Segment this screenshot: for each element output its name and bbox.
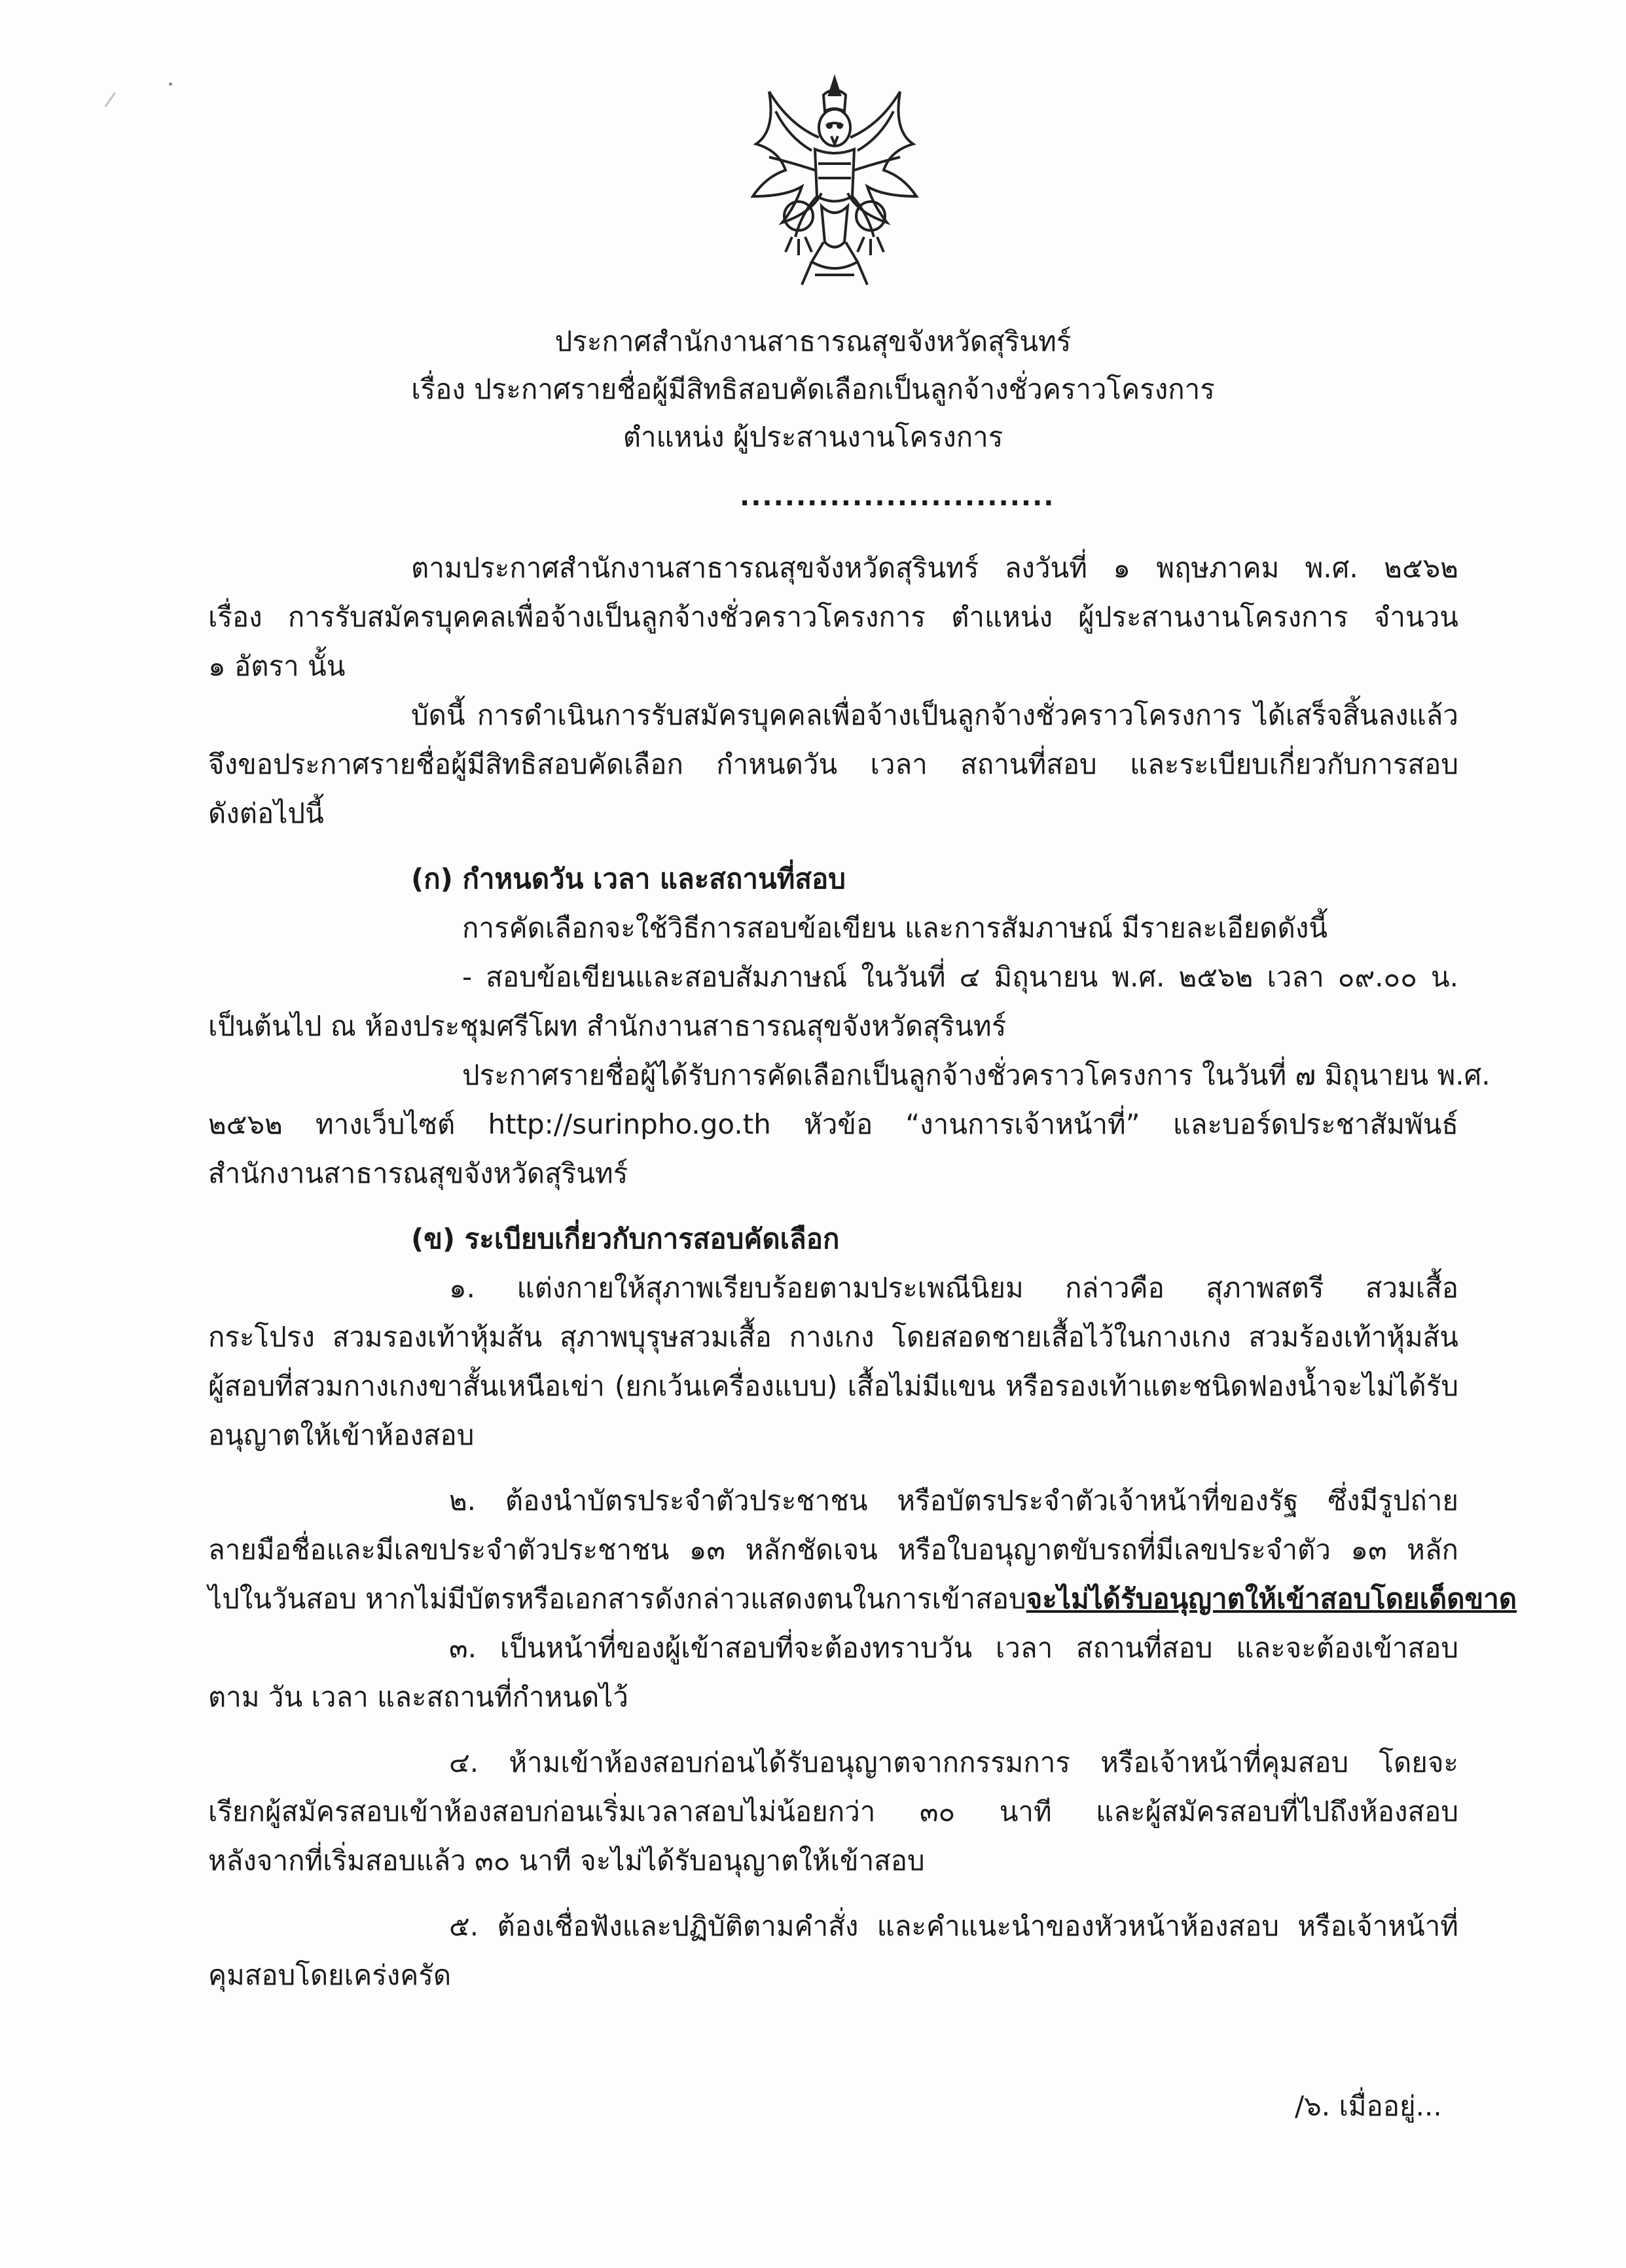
rule-4-line: ๔. ห้ามเข้าห้องสอบก่อนได้รับอนุญาตจากกรรมการ หรือเจ้าหน้าที่คุมสอบ โดยจะ: [449, 1746, 1458, 1778]
section-a-line: เป็นต้นไป ณ ห้องประชุมศรีโผท สำนักงานสาธารณสุขจังหวัดสุรินทร์: [208, 1010, 1007, 1042]
rule-2-text: ไปในวันสอบ หากไม่มีบัตรหรือเอกสารดังกล่าวแสดงตนในการเข้าสอบ: [208, 1583, 1026, 1615]
section-a-line: ประกาศรายชื่อผู้ได้รับการคัดเลือกเป็นลูกจ้างชั่วคราวโครงการ ในวันที่ ๗ มิถุนายน พ.ศ.: [462, 1059, 1490, 1091]
rule-1-line: ๑. แต่งกายให้สุภาพเรียบร้อยตามประเพณีนิยม กล่าวคือ สุภาพสตรี สวมเสื้อ: [449, 1272, 1458, 1304]
scan-artifact: [105, 92, 127, 115]
section-a-line: ๒๕๖๒ ทางเว็บไซต์ http://surinpho.go.th หัวข้อ “งานการเจ้าหน้าที่” และบอร์ดประชาสัมพันธ์: [208, 1108, 1458, 1140]
rule-2-line: [208, 1579, 1517, 1619]
rule-2-line: ลายมือชื่อและมีเลขประจำตัวประชาชน ๑๓ หลักชัดเจน หรือใบอนุญาตขับรถที่มีเลขประจำตัว ๑๓ หลัก: [208, 1534, 1458, 1566]
intro-paragraph-line: เรื่อง การรับสมัครบุคคลเพื่อจ้างเป็นลูกจ้างชั่วคราวโครงการ ตำแหน่ง ผู้ประสานงานโครงการ จำนวน: [208, 601, 1458, 633]
intro-paragraph-line: ตามประกาศสำนักงานสาธารณสุขจังหวัดสุรินทร์ ลงวันที่ ๑ พฤษภาคม พ.ศ. ๒๕๖๒: [411, 552, 1458, 584]
announcement-subject: เรื่อง ประกาศรายชื่อผู้มีสิทธิสอบคัดเลือกเป็นลูกจ้างชั่วคราวโครงการ: [411, 373, 1215, 405]
rule-5-line: ๕. ต้องเชื่อฟังและปฏิบัติตามคำสั่ง และคำแนะนำของหัวหน้าห้องสอบ หรือเจ้าหน้าที่: [449, 1910, 1458, 1942]
scan-artifact: [169, 82, 172, 86]
rule-2-emphasis: จะไม่ได้รับอนุญาตให้เข้าสอบโดยเด็ดขาด: [1026, 1583, 1517, 1615]
intro-paragraph-line: บัดนี้ การดำเนินการรับสมัครบุคคลเพื่อจ้างเป็นลูกจ้างชั่วคราวโครงการ ได้เสร็จสิ้นลงแล้ว: [411, 699, 1458, 731]
announcement-title: ประกาศสำนักงานสาธารณสุขจังหวัดสุรินทร์: [554, 325, 1072, 357]
garuda-emblem-icon: [740, 65, 930, 301]
rule-3-line: ๓. เป็นหน้าที่ของผู้เข้าสอบที่จะต้องทราบวัน เวลา สถานที่สอบ และจะต้องเข้าสอบ: [449, 1632, 1458, 1664]
title-separator: ............................: [740, 482, 1055, 512]
rule-3-line: ตาม วัน เวลา และสถานที่กำหนดไว้: [208, 1681, 628, 1713]
rule-2-line: ๒. ต้องนำบัตรประจำตัวประชาชน หรือบัตรประจำตัวเจ้าหน้าที่ของรัฐ ซึ่งมีรูปถ่าย: [449, 1485, 1458, 1517]
rule-1-line: กระโปรง สวมรองเท้าหุ้มส้น สุภาพบุรุษสวมเสื้อ กางเกง โดยสอดชายเสื้อไว้ในกางเกง สวมร้องเท้าหุ้มส้น: [208, 1321, 1458, 1353]
rule-4-line: เรียกผู้สมัครสอบเข้าห้องสอบก่อนเริ่มเวลาสอบไม่น้อยกว่า ๓๐ นาที และผู้สมัครสอบที่ไปถึงห้องสอบ: [208, 1795, 1458, 1827]
announcement-position: ตำแหน่ง ผู้ประสานงานโครงการ: [623, 421, 1003, 453]
intro-paragraph-line: ดังต่อไปนี้: [208, 797, 324, 829]
section-a-line: การคัดเลือกจะใช้วิธีการสอบข้อเขียน และการสัมภาษณ์ มีรายละเอียดดังนี้: [462, 912, 1328, 944]
rule-1-line: อนุญาตให้เข้าห้องสอบ: [208, 1419, 475, 1451]
section-a-line: สำนักงานสาธารณสุขจังหวัดสุรินทร์: [208, 1157, 628, 1189]
rule-5-line: คุมสอบโดยเคร่งครัด: [208, 1959, 452, 1991]
intro-paragraph-line: ๑ อัตรา นั้น: [208, 650, 346, 682]
rule-4-line: หลังจากที่เริ่มสอบแล้ว ๓๐ นาที จะไม่ได้รับอนุญาตให้เข้าสอบ: [208, 1845, 925, 1877]
intro-paragraph-line: จึงขอประกาศรายชื่อผู้มีสิทธิสอบคัดเลือก กำหนดวัน เวลา สถานที่สอบ และระเบียบเกี่ยวกับการสอบ: [208, 748, 1458, 780]
section-a-line: - สอบข้อเขียนและสอบสัมภาษณ์ ในวันที่ ๔ มิถุนายน พ.ศ. ๒๕๖๒ เวลา ๐๙.๐๐ น.: [462, 961, 1458, 993]
section-a-heading: (ก) กำหนดวัน เวลา และสถานที่สอบ: [411, 863, 846, 895]
rule-1-line: ผู้สอบที่สวมกางเกงขาสั้นเหนือเข่า (ยกเว้นเครื่องแบบ) เสื้อไม่มีแขน หรือรองเท้าแตะชนิดฟองน้ำจะไม่ได้รับ: [208, 1370, 1458, 1402]
section-b-heading: (ข) ระเบียบเกี่ยวกับการสอบคัดเลือก: [411, 1223, 840, 1255]
page-continuation: /๖. เมื่ออยู่...: [1295, 2090, 1442, 2122]
